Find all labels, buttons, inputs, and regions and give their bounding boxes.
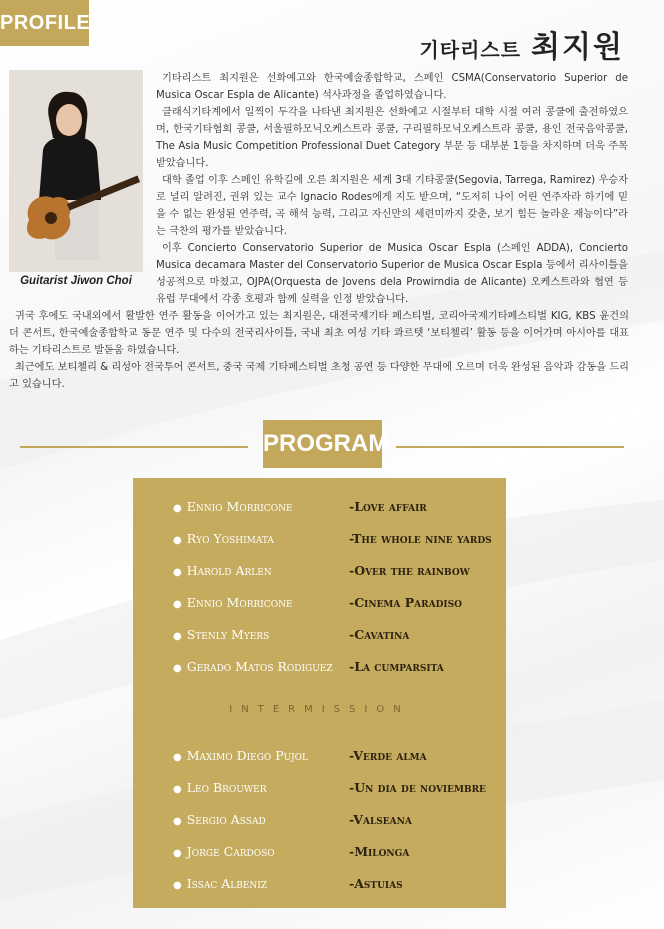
divider-left xyxy=(20,446,248,448)
bullet-icon: ● xyxy=(173,631,182,642)
composer-name: Maximo Diego Pujol xyxy=(186,748,308,763)
program-label: PROGRAM xyxy=(263,420,382,468)
composer-name: Stenly Myers xyxy=(186,627,270,642)
piece-title: -Valseana xyxy=(349,812,412,827)
bullet-icon: ● xyxy=(173,752,182,763)
bio-paragraph: 이후 Concierto Conservatorio Superior de Musica Oscar Espla (스페인 ADDA), Concierto Musica decamara Master del Conservatorio Superior de Musica Oscar Espla 등에서 리사이틀을 성공적으로 마쳤고, OJPA(Orquesta de Jovens dela Prowirndia de Alicante) 오케스트라와 협연 등 유럽 무대에서 각종 호평과 함께 실력을 인정 받았습니다. xyxy=(156,243,628,305)
program-item xyxy=(133,531,506,553)
composer-name: Harold Arlen xyxy=(186,563,272,578)
program-item xyxy=(133,780,506,802)
bio-paragraph: 클래식기타계에서 일찍이 두각을 나타낸 최지원은 선화예고 시절부터 대학 시절 여러 콩쿨에 출전하였으며, 한국기타협회 콩쿨, 서울필하모닉오케스트라 콩쿨, 구리필하모닉오케스트라 콩쿨, 용인 전국음악콩쿨, The Asia Music Competition Professional Duet Category 부문 등 대부분 1등을 차지하며 더욱 주목 받았습니다. xyxy=(156,107,628,169)
piece-title: -Astuias xyxy=(349,876,403,891)
bullet-icon: ● xyxy=(173,599,182,610)
program-item xyxy=(133,844,506,866)
bullet-icon: ● xyxy=(173,880,182,891)
program-item xyxy=(133,627,506,649)
program-list xyxy=(133,478,506,908)
piece-title: -Cavatina xyxy=(349,627,410,642)
bio-paragraph: 대학 졸업 이후 스페인 유학길에 오른 최지원은 세계 3대 기타콩쿨(Segovia, Tarrega, Ramirez) 우승자로 널리 알려진, 권위 있는 교수 Ignacio Rodes에게 지도 받으며, “도저히 나이 어린 연주자라 하기에 믿을 수 없는 완성된 연주력, 곡 해석 능력, 그리고 자신만의 세련미까지 갖춘, 보기 힘든 놀라운 재능이다”라는 극찬의 평가를 받았습니다. xyxy=(156,175,628,237)
title-name: 최지원 xyxy=(531,30,624,65)
profile-label: PROFILE xyxy=(0,0,89,46)
bullet-icon: ● xyxy=(173,816,182,827)
piece-title: -Over the rainbow xyxy=(349,563,470,578)
program-item xyxy=(133,812,506,834)
guitarist-illustration xyxy=(9,70,143,272)
program-item xyxy=(133,595,506,617)
bio-top xyxy=(156,70,628,308)
composer-name: Ryo Yoshimata xyxy=(186,531,274,546)
piece-title: -Love affair xyxy=(349,499,427,514)
composer-name: Leo Brouwer xyxy=(186,780,267,795)
piece-title: -Un dia de noviembre xyxy=(349,780,486,795)
program-item xyxy=(133,748,506,770)
program-item xyxy=(133,499,506,521)
composer-name: Ennio Morricone xyxy=(186,595,293,610)
program-item xyxy=(133,563,506,585)
bullet-icon: ● xyxy=(173,503,182,514)
piece-title: -La cumparsita xyxy=(349,659,444,674)
bio-paragraph: 기타리스트 최지원은 선화예고와 한국예술종합학교, 스페인 CSMA(Conservatorio Superior de Musica Oscar Espla de Alicante) 석사과정을 졸업하였습니다. xyxy=(156,73,628,101)
program-item xyxy=(133,876,506,898)
bullet-icon: ● xyxy=(173,848,182,859)
title-role: 기타리스트 xyxy=(419,38,522,62)
composer-name: Sergio Assad xyxy=(186,812,266,827)
program-item xyxy=(133,659,506,681)
piece-title: -The whole nine yards xyxy=(349,531,492,546)
composer-name: Jorge Cardoso xyxy=(186,844,275,859)
bio-paragraph: 귀국 후에도 국내외에서 활발한 연주 활동을 이어가고 있는 최지원은, 대전국제기타 페스티벌, 코리아국제기타페스티벌 KIG, KBS 윤건의 더 콘서트, 한국예술종합학교 동문 연주 및 다수의 전국리사이틀, 국내 최초 여성 기타 콰르텟 ‘보티첼리’ 활동 등을 이어가며 아시아를 대표하는 기타리스트로 발돋움 하였습니다. xyxy=(9,311,629,356)
bullet-icon: ● xyxy=(173,535,182,546)
piece-title: -Verde alma xyxy=(349,748,427,763)
page-title xyxy=(419,22,624,66)
bio-paragraph: 최근에도 보티첼리 & 리성아 전국투어 콘서트, 중국 국제 기타페스티벌 초청 공연 등 다양한 무대에 오르며 더욱 완성된 음악과 감동을 드리고 있습니다. xyxy=(9,362,629,390)
photo-caption: Guitarist Jiwon Choi xyxy=(20,275,132,287)
bio-bottom xyxy=(9,308,629,393)
bullet-icon: ● xyxy=(173,663,182,674)
piece-title: -Milonga xyxy=(349,844,410,859)
composer-name: Ennio Morricone xyxy=(186,499,293,514)
piece-title: -Cinema Paradiso xyxy=(349,595,462,610)
composer-name: Gerado Matos Rodiguez xyxy=(186,659,333,674)
intermission-label: INTERMISSION xyxy=(229,704,410,715)
divider-right xyxy=(396,446,624,448)
guitarist-photo xyxy=(9,70,143,272)
composer-name: Issac Albeniz xyxy=(186,876,268,891)
bullet-icon: ● xyxy=(173,784,182,795)
bullet-icon: ● xyxy=(173,567,182,578)
